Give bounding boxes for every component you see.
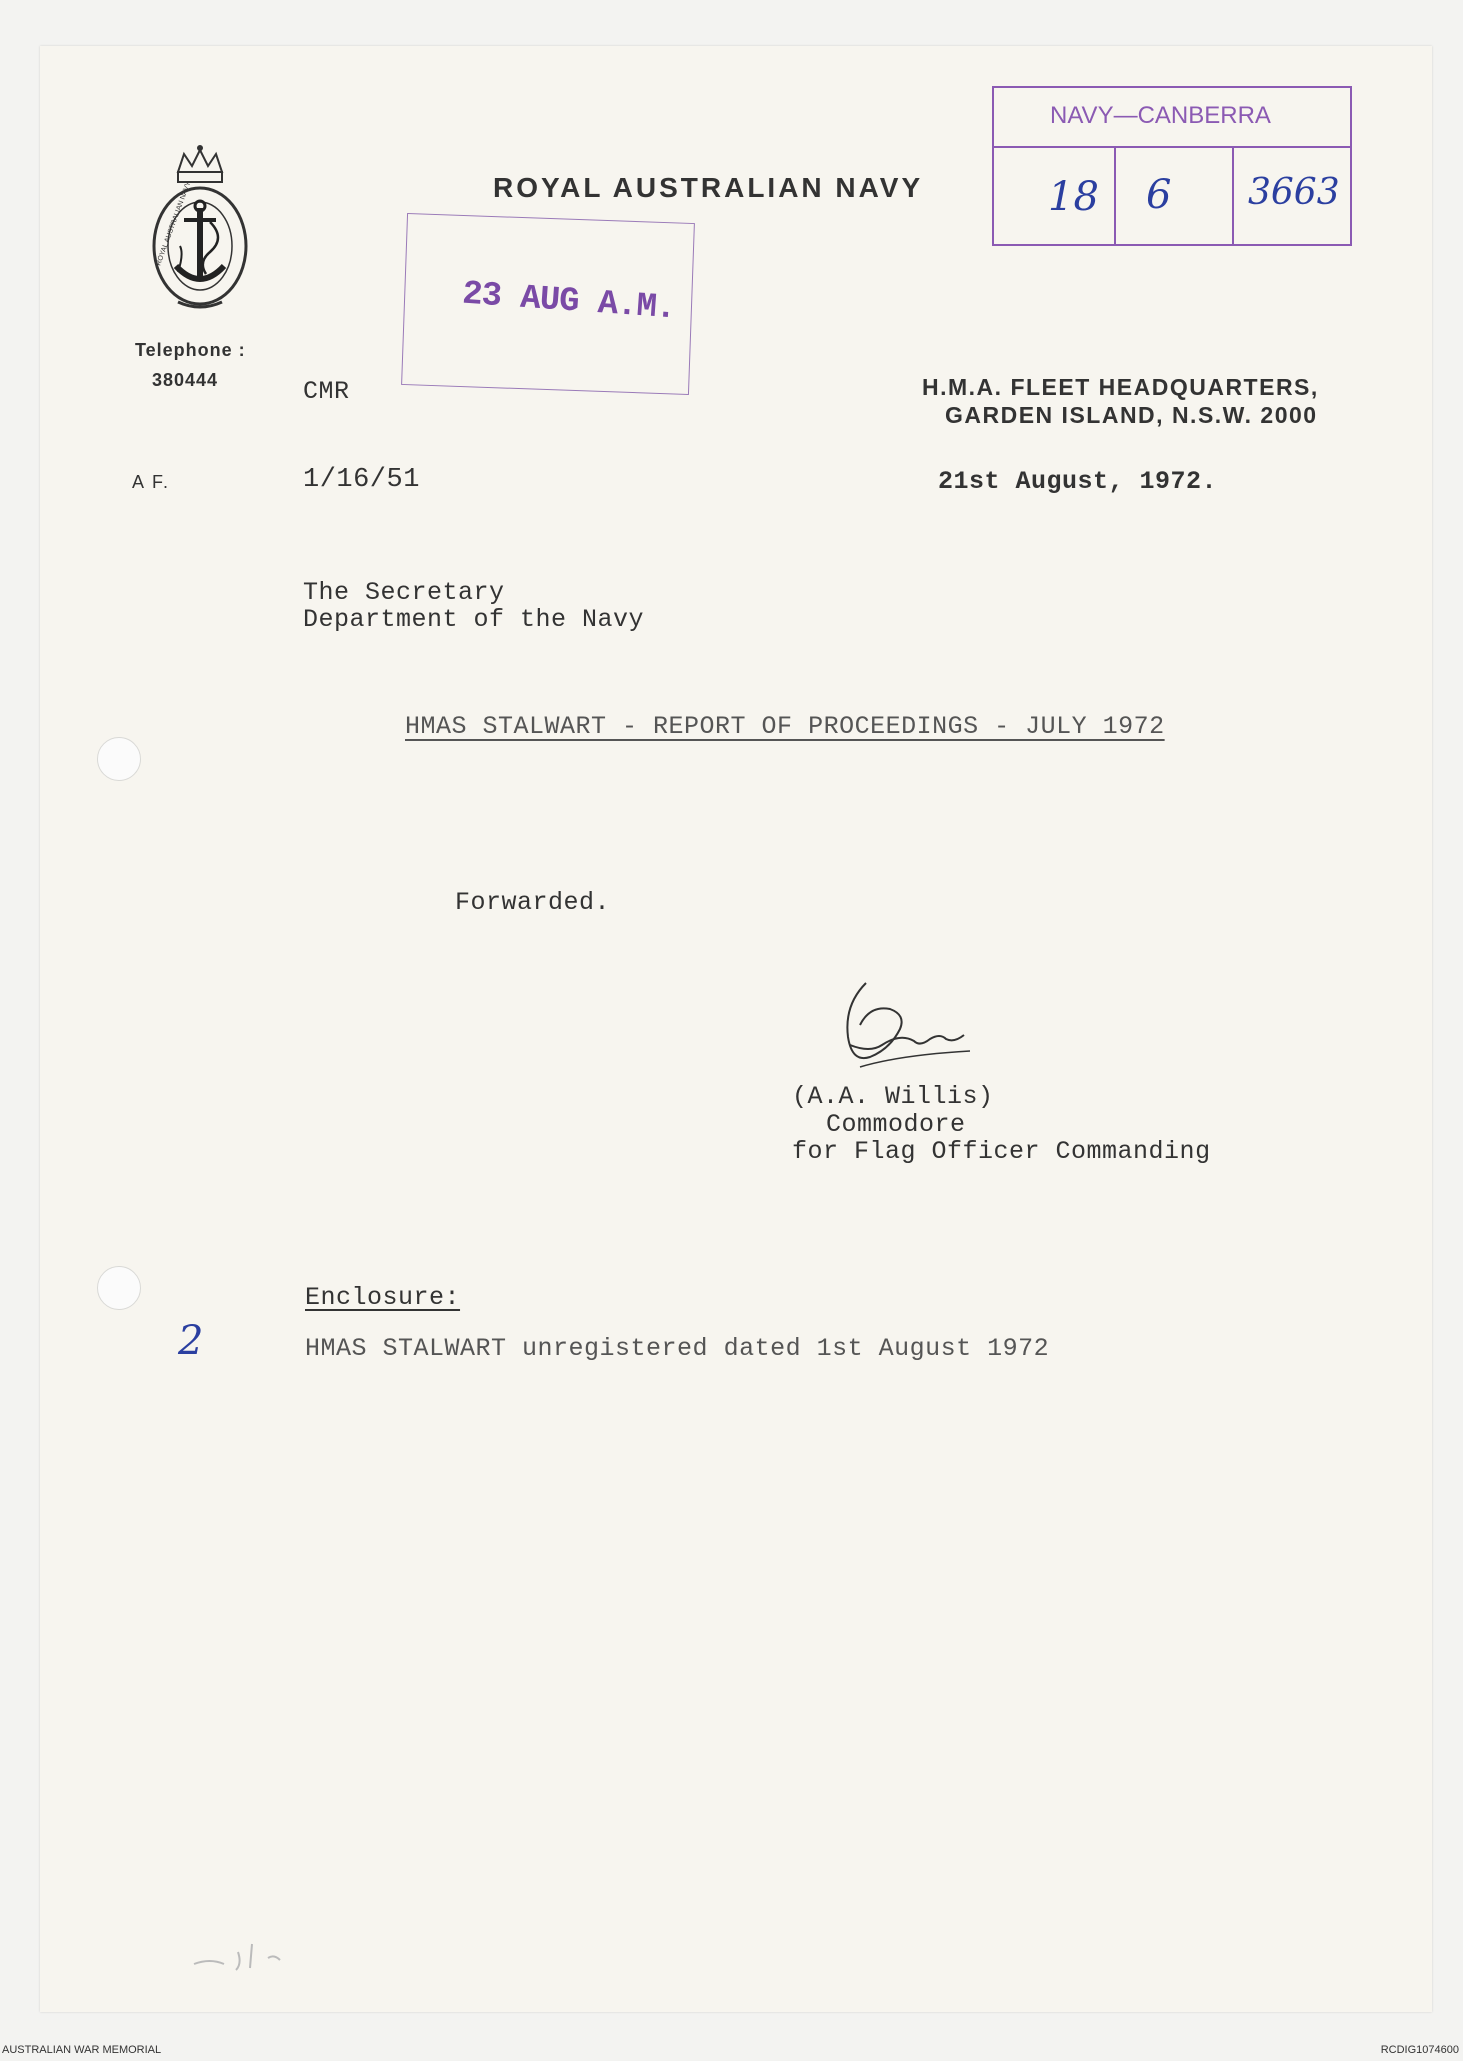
signatory-rank: Commodore — [826, 1110, 966, 1139]
enclosure-item: HMAS STALWART unregistered dated 1st August 1972 — [305, 1334, 1050, 1363]
telephone-number: 380444 — [152, 370, 219, 390]
address-line-1: H.M.A. FLEET HEADQUARTERS, — [922, 374, 1319, 400]
enclosure-label: Enclosure: — [305, 1283, 461, 1312]
document-page — [40, 46, 1432, 2012]
footer-left: AUSTRALIAN WAR MEMORIAL — [2, 2044, 162, 2056]
cmr-reference: CMR — [303, 377, 350, 406]
file-number: 1/16/51 — [303, 465, 420, 495]
received-date-stamp-text: 23 AUG A.M. — [460, 275, 677, 329]
body-text: Forwarded. — [455, 888, 611, 917]
telephone-label: Telephone : — [135, 340, 246, 360]
subject-line: HMAS STALWART - REPORT OF PROCEEDINGS - JULY 1972 — [405, 712, 1165, 741]
address-line-2: GARDEN ISLAND, N.S.W. 2000 — [945, 402, 1318, 428]
footer-right: RCDIG1074600 — [1380, 2044, 1459, 2056]
enclosure-annotation: 2 — [178, 1318, 204, 1364]
letter-date: 21st August, 1972. — [938, 467, 1218, 496]
navy-crest-logo — [140, 142, 260, 314]
registry-cell-2: 6 — [1146, 172, 1172, 218]
signatory-name: (A.A. Willis) — [792, 1082, 994, 1111]
signatory-capacity: for Flag Officer Commanding — [792, 1137, 1211, 1166]
registry-cell-1: 18 — [1048, 174, 1099, 220]
emblem-ring-text: ROYAL AUSTRALIAN NAVY — [155, 180, 193, 267]
registry-stamp — [992, 86, 1352, 246]
registry-stamp-header: NAVY—CANBERRA — [1050, 102, 1271, 129]
punch-hole-bottom — [97, 1266, 141, 1310]
pencil-marks — [190, 1934, 300, 1974]
punch-hole-top — [97, 737, 141, 781]
af-reference: A F. — [132, 472, 171, 492]
letterhead-title: ROYAL AUSTRALIAN NAVY — [493, 172, 924, 203]
registry-cell-3: 3663 — [1248, 172, 1340, 213]
handwritten-signature — [830, 975, 980, 1085]
recipient-line-2: Department of the Navy — [303, 605, 645, 634]
recipient-line-1: The Secretary — [303, 578, 505, 607]
